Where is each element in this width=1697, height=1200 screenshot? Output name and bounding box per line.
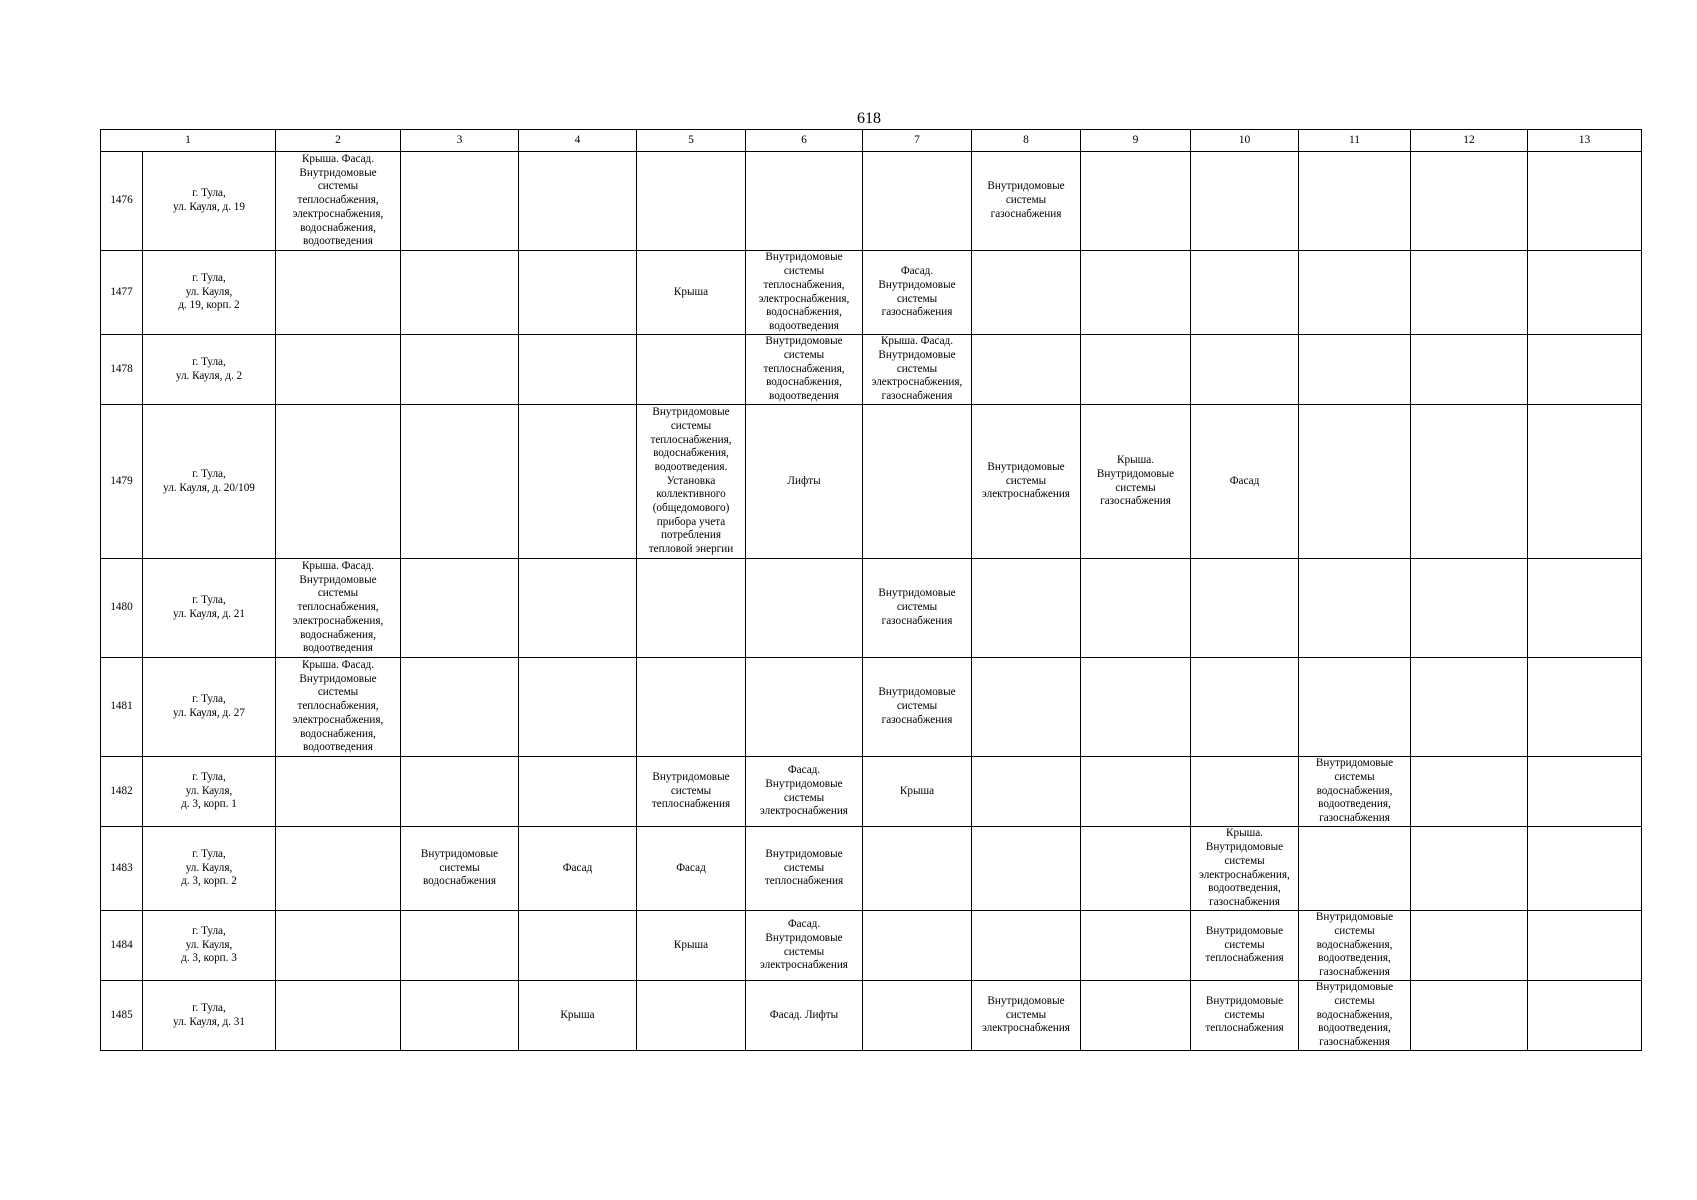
work-cell-col-3 <box>401 405 519 559</box>
work-cell-col-9 <box>1081 658 1191 757</box>
work-cell-col-3 <box>401 911 519 981</box>
work-cell-col-8 <box>972 658 1081 757</box>
work-cell-col-9: Крыша. Внутридомовые системы газоснабжения <box>1081 405 1191 559</box>
address-cell: г. Тула, ул. Кауля, д. 27 <box>143 658 276 757</box>
work-cell-col-7 <box>863 827 972 911</box>
work-cell-col-10 <box>1191 559 1299 658</box>
work-cell-col-10 <box>1191 757 1299 827</box>
work-cell-col-8 <box>972 757 1081 827</box>
row-number: 1479 <box>101 405 143 559</box>
column-header-13: 13 <box>1528 130 1642 152</box>
table-row <box>101 911 1642 981</box>
column-header-8: 8 <box>972 130 1081 152</box>
work-cell-col-10: Внутридомовые системы теплоснабжения <box>1191 981 1299 1051</box>
work-cell-col-12 <box>1411 405 1528 559</box>
work-cell-col-7: Внутридомовые системы газоснабжения <box>863 658 972 757</box>
column-header-6: 6 <box>746 130 863 152</box>
work-cell-col-3 <box>401 152 519 251</box>
work-cell-col-7: Крыша <box>863 757 972 827</box>
work-cell-col-2 <box>276 405 401 559</box>
work-cell-col-5: Крыша <box>637 911 746 981</box>
table-row <box>101 152 1642 251</box>
work-cell-col-8: Внутридомовые системы электроснабжения <box>972 405 1081 559</box>
table-row <box>101 981 1642 1051</box>
address-cell: г. Тула, ул. Кауля, д. 3, корп. 3 <box>143 911 276 981</box>
address-cell: г. Тула, ул. Кауля, д. 2 <box>143 335 276 405</box>
address-cell: г. Тула, ул. Кауля, д. 19, корп. 2 <box>143 251 276 335</box>
table-header <box>101 130 1642 152</box>
row-number: 1477 <box>101 251 143 335</box>
work-cell-col-2: Крыша. Фасад. Внутридомовые системы теплоснабжения, электроснабжения, водоснабжения, водоотведения <box>276 559 401 658</box>
work-cell-col-13 <box>1528 405 1642 559</box>
work-cell-col-8 <box>972 827 1081 911</box>
row-number: 1485 <box>101 981 143 1051</box>
row-number: 1484 <box>101 911 143 981</box>
table-row <box>101 559 1642 658</box>
work-cell-col-2 <box>276 251 401 335</box>
work-cell-col-5 <box>637 658 746 757</box>
address-cell: г. Тула, ул. Кауля, д. 31 <box>143 981 276 1051</box>
work-cell-col-8: Внутридомовые системы электроснабжения <box>972 981 1081 1051</box>
address-cell: г. Тула, ул. Кауля, д. 3, корп. 2 <box>143 827 276 911</box>
work-cell-col-10 <box>1191 335 1299 405</box>
work-cell-col-12 <box>1411 251 1528 335</box>
work-cell-col-6: Внутридомовые системы теплоснабжения <box>746 827 863 911</box>
work-cell-col-11: Внутридомовые системы водоснабжения, водоотведения, газоснабжения <box>1299 911 1411 981</box>
work-cell-col-3 <box>401 757 519 827</box>
work-cell-col-11 <box>1299 658 1411 757</box>
work-cell-col-2 <box>276 757 401 827</box>
work-cell-col-6: Фасад. Внутридомовые системы электроснабжения <box>746 911 863 981</box>
work-cell-col-4 <box>519 911 637 981</box>
header-row <box>101 130 1642 152</box>
work-cell-col-4: Крыша <box>519 981 637 1051</box>
work-cell-col-4 <box>519 757 637 827</box>
work-cell-col-8 <box>972 335 1081 405</box>
work-cell-col-5 <box>637 559 746 658</box>
work-cell-col-5 <box>637 335 746 405</box>
page-number: 618 <box>857 110 881 127</box>
work-cell-col-6: Фасад. Внутридомовые системы электроснабжения <box>746 757 863 827</box>
row-number: 1478 <box>101 335 143 405</box>
address-cell: г. Тула, ул. Кауля, д. 19 <box>143 152 276 251</box>
column-header-5: 5 <box>637 130 746 152</box>
work-cell-col-6: Лифты <box>746 405 863 559</box>
work-cell-col-6: Внутридомовые системы теплоснабжения, водоснабжения, водоотведения <box>746 335 863 405</box>
work-cell-col-12 <box>1411 827 1528 911</box>
work-cell-col-12 <box>1411 335 1528 405</box>
work-cell-col-2 <box>276 335 401 405</box>
column-header-4: 4 <box>519 130 637 152</box>
address-cell: г. Тула, ул. Кауля, д. 20/109 <box>143 405 276 559</box>
work-cell-col-13 <box>1528 911 1642 981</box>
work-cell-col-6 <box>746 658 863 757</box>
work-cell-col-9 <box>1081 981 1191 1051</box>
work-cell-col-13 <box>1528 981 1642 1051</box>
table-row <box>101 405 1642 559</box>
work-cell-col-6: Внутридомовые системы теплоснабжения, электроснабжения, водоснабжения, водоотведения <box>746 251 863 335</box>
work-cell-col-8: Внутридомовые системы газоснабжения <box>972 152 1081 251</box>
work-cell-col-7 <box>863 911 972 981</box>
work-cell-col-7 <box>863 152 972 251</box>
work-cell-col-11 <box>1299 827 1411 911</box>
work-cell-col-5: Фасад <box>637 827 746 911</box>
work-cell-col-7: Фасад. Внутридомовые системы газоснабжения <box>863 251 972 335</box>
work-cell-col-5: Крыша <box>637 251 746 335</box>
work-cell-col-11 <box>1299 559 1411 658</box>
work-cell-col-13 <box>1528 827 1642 911</box>
work-cell-col-6 <box>746 152 863 251</box>
work-cell-col-12 <box>1411 981 1528 1051</box>
work-cell-col-13 <box>1528 658 1642 757</box>
work-cell-col-3 <box>401 335 519 405</box>
work-cell-col-10: Внутридомовые системы теплоснабжения <box>1191 911 1299 981</box>
work-cell-col-6 <box>746 559 863 658</box>
work-cell-col-5: Внутридомовые системы теплоснабжения, водоснабжения, водоотведения. Установка коллективного (общедомового) прибора учета потребления тепловой энергии <box>637 405 746 559</box>
work-cell-col-13 <box>1528 335 1642 405</box>
address-cell: г. Тула, ул. Кауля, д. 3, корп. 1 <box>143 757 276 827</box>
repair-schedule-table <box>100 129 1642 1051</box>
column-header-1: 1 <box>101 130 276 152</box>
work-cell-col-7: Крыша. Фасад. Внутридомовые системы электроснабжения, газоснабжения <box>863 335 972 405</box>
work-cell-col-7 <box>863 405 972 559</box>
column-header-11: 11 <box>1299 130 1411 152</box>
table-row <box>101 335 1642 405</box>
work-cell-col-12 <box>1411 658 1528 757</box>
work-cell-col-4 <box>519 658 637 757</box>
work-cell-col-4 <box>519 251 637 335</box>
work-cell-col-8 <box>972 559 1081 658</box>
work-cell-col-3 <box>401 559 519 658</box>
table-row <box>101 658 1642 757</box>
column-header-7: 7 <box>863 130 972 152</box>
work-cell-col-11 <box>1299 405 1411 559</box>
work-cell-col-10 <box>1191 251 1299 335</box>
work-cell-col-9 <box>1081 251 1191 335</box>
column-header-10: 10 <box>1191 130 1299 152</box>
work-cell-col-8 <box>972 911 1081 981</box>
work-cell-col-2 <box>276 911 401 981</box>
work-cell-col-4 <box>519 152 637 251</box>
row-number: 1476 <box>101 152 143 251</box>
work-cell-col-3 <box>401 658 519 757</box>
work-cell-col-12 <box>1411 911 1528 981</box>
work-cell-col-9 <box>1081 757 1191 827</box>
work-cell-col-7: Внутридомовые системы газоснабжения <box>863 559 972 658</box>
work-cell-col-4 <box>519 559 637 658</box>
work-cell-col-2: Крыша. Фасад. Внутридомовые системы теплоснабжения, электроснабжения, водоснабжения, водоотведения <box>276 658 401 757</box>
work-cell-col-5 <box>637 981 746 1051</box>
work-cell-col-10: Фасад <box>1191 405 1299 559</box>
work-cell-col-4 <box>519 335 637 405</box>
work-cell-col-9 <box>1081 827 1191 911</box>
column-header-3: 3 <box>401 130 519 152</box>
work-cell-col-10: Крыша. Внутридомовые системы электроснабжения, водоотведения, газоснабжения <box>1191 827 1299 911</box>
work-cell-col-2 <box>276 981 401 1051</box>
work-cell-col-11 <box>1299 152 1411 251</box>
work-cell-col-2: Крыша. Фасад. Внутридомовые системы теплоснабжения, электроснабжения, водоснабжения, водоотведения <box>276 152 401 251</box>
table-row <box>101 827 1642 911</box>
work-cell-col-7 <box>863 981 972 1051</box>
work-cell-col-11: Внутридомовые системы водоснабжения, водоотведения, газоснабжения <box>1299 981 1411 1051</box>
work-cell-col-3 <box>401 981 519 1051</box>
work-cell-col-10 <box>1191 152 1299 251</box>
work-cell-col-13 <box>1528 757 1642 827</box>
work-cell-col-12 <box>1411 152 1528 251</box>
work-cell-col-12 <box>1411 559 1528 658</box>
work-cell-col-4 <box>519 405 637 559</box>
row-number: 1483 <box>101 827 143 911</box>
work-cell-col-5 <box>637 152 746 251</box>
work-cell-col-3: Внутридомовые системы водоснабжения <box>401 827 519 911</box>
work-cell-col-11 <box>1299 335 1411 405</box>
work-cell-col-2 <box>276 827 401 911</box>
table-row <box>101 251 1642 335</box>
address-cell: г. Тула, ул. Кауля, д. 21 <box>143 559 276 658</box>
table-row <box>101 757 1642 827</box>
work-cell-col-9 <box>1081 335 1191 405</box>
work-cell-col-12 <box>1411 757 1528 827</box>
work-cell-col-6: Фасад. Лифты <box>746 981 863 1051</box>
work-cell-col-3 <box>401 251 519 335</box>
work-cell-col-11 <box>1299 251 1411 335</box>
work-cell-col-4: Фасад <box>519 827 637 911</box>
work-cell-col-8 <box>972 251 1081 335</box>
column-header-2: 2 <box>276 130 401 152</box>
table-body <box>101 152 1642 1051</box>
row-number: 1481 <box>101 658 143 757</box>
work-cell-col-9 <box>1081 559 1191 658</box>
column-header-12: 12 <box>1411 130 1528 152</box>
column-header-9: 9 <box>1081 130 1191 152</box>
row-number: 1480 <box>101 559 143 658</box>
work-cell-col-13 <box>1528 152 1642 251</box>
row-number: 1482 <box>101 757 143 827</box>
work-cell-col-10 <box>1191 658 1299 757</box>
work-cell-col-11: Внутридомовые системы водоснабжения, водоотведения, газоснабжения <box>1299 757 1411 827</box>
work-cell-col-13 <box>1528 559 1642 658</box>
work-cell-col-13 <box>1528 251 1642 335</box>
work-cell-col-9 <box>1081 152 1191 251</box>
work-cell-col-9 <box>1081 911 1191 981</box>
work-cell-col-5: Внутридомовые системы теплоснабжения <box>637 757 746 827</box>
